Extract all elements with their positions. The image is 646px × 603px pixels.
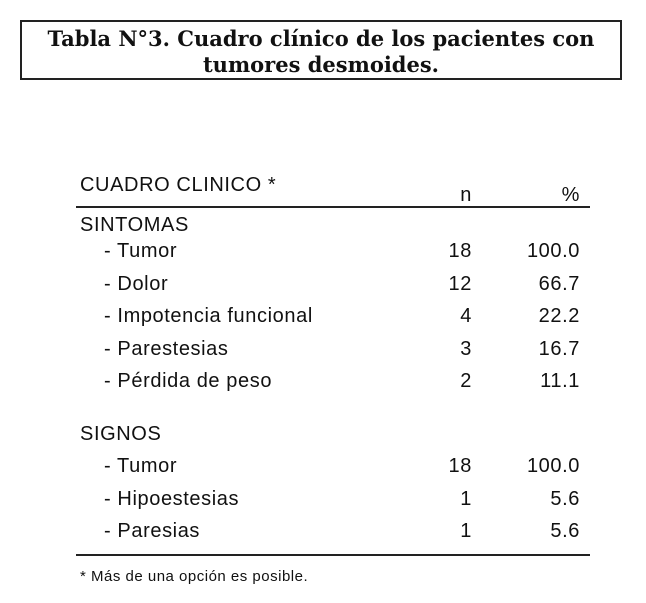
row-label: - Parestesias <box>104 337 229 360</box>
table-footnote: * Más de una opción es posible. <box>80 568 309 585</box>
section-heading-signos-row <box>76 423 590 456</box>
table-row <box>76 338 590 371</box>
table-header-row <box>76 168 590 206</box>
header-percent: % <box>561 184 580 206</box>
row-n: 18 <box>448 455 472 477</box>
row-percent: 5.6 <box>550 520 580 542</box>
section-heading-signos: SIGNOS <box>80 422 162 445</box>
table-title-line-1: Tabla N°3. Cuadro clínico de los pacientes con <box>47 26 595 51</box>
row-label: - Tumor <box>104 240 178 262</box>
header-cuadro-clinico: CUADRO CLINICO * <box>80 174 277 196</box>
row-label: - Pérdida de peso <box>104 370 273 392</box>
row-n: 2 <box>460 370 472 392</box>
table-title-box <box>20 20 622 80</box>
table-row <box>76 488 590 521</box>
table-bottom-rule <box>76 554 590 556</box>
row-percent: 11.1 <box>540 370 580 392</box>
row-n: 18 <box>448 240 472 262</box>
table-row <box>76 240 590 273</box>
row-n: 1 <box>460 520 472 542</box>
row-n: 3 <box>460 337 472 360</box>
row-n: 12 <box>448 272 472 295</box>
row-percent: 22.2 <box>538 305 580 327</box>
table-row <box>76 273 590 306</box>
table-row <box>76 455 590 488</box>
header-rule <box>76 206 590 208</box>
row-percent: 66.7 <box>538 272 580 295</box>
row-percent: 100.0 <box>526 240 580 262</box>
clinical-table <box>76 168 590 553</box>
table-row <box>76 305 590 338</box>
header-n: n <box>460 184 472 206</box>
table-title-line-2: tumores desmoides. <box>202 52 439 77</box>
row-percent: 100.0 <box>526 455 580 477</box>
row-label: - Dolor <box>104 272 169 295</box>
section-gap <box>76 403 590 423</box>
table-row <box>76 370 590 403</box>
row-n: 1 <box>460 487 472 510</box>
table-row <box>76 520 590 553</box>
row-label: - Tumor <box>104 455 178 477</box>
row-percent: 16.7 <box>538 337 580 360</box>
row-label: - Impotencia funcional <box>104 305 313 327</box>
row-label: - Paresias <box>104 520 201 542</box>
section-heading-sintomas: SINTOMAS <box>80 214 189 236</box>
row-n: 4 <box>460 305 472 327</box>
section-heading-sintomas-row <box>76 206 590 240</box>
row-percent: 5.6 <box>550 487 580 510</box>
row-label: - Hipoestesias <box>104 487 240 510</box>
